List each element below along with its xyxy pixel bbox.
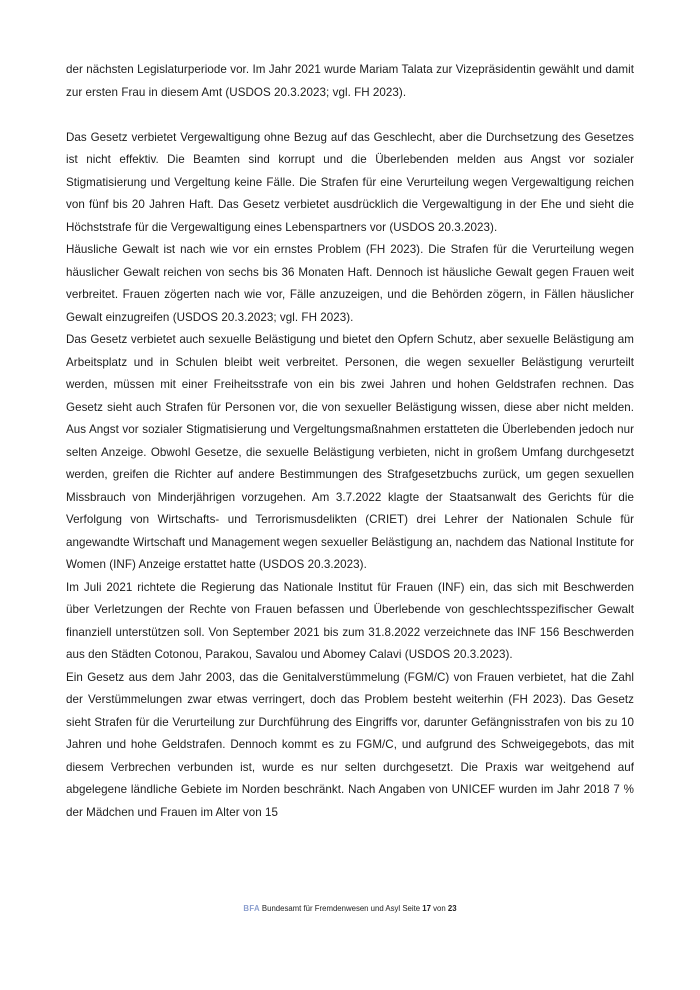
page-footer bbox=[0, 903, 700, 915]
body-paragraph: Häusliche Gewalt ist nach wie vor ein ernstes Problem (FH 2023). Die Strafen für die Verurteilung wegen häuslicher Gewalt reichen von sechs bis 36 Monaten Haft. Dennoch ist häusliche Gewalt gegen Frauen weit verbreitet. Frauen zögerten nach wie vor, Fälle anzuzeigen, und die Behörden zögern, in Fällen häuslicher Gewalt einzugreifen (USDOS 20.3.2023; vgl. FH 2023). bbox=[66, 243, 634, 324]
body-paragraph: Ein Gesetz aus dem Jahr 2003, das die Genitalverstümmelung (FGM/C) von Frauen verbietet, hat die Zahl der Verstümmelungen zwar etwas verringert, doch das Problem besteht weiterhin (FH 2023). Das Gesetz sieht Strafen für die Verurteilung zur Durchführung des Eingriffs vor, darunter Gefängnisstrafen von bis zu 10 Jahren und hohe Geldstrafen. Dennoch kommt es zu FGM/C, und aufgrund des Schweigegebots, das mit diesem Verbrechen verbunden ist, wurde es nur selten durchgesetzt. Die Praxis war weitgehend auf abgelegene ländliche Gebiete im Norden beschränkt. Nach Angaben von UNICEF wurden im Jahr 2018 7 % der Mädchen und Frauen im Alter von 15 bbox=[66, 670, 634, 819]
body-paragraph: Das Gesetz verbietet Vergewaltigung ohne Bezug auf das Geschlecht, aber die Durchsetzung des Gesetzes ist nicht effektiv. Die Beamten sind korrupt und die Überlebenden melden aus Angst vor sozialer Stigmatisierung und Vergeltung keine Fälle. Die Strafen für eine Verurteilung wegen Vergewaltigung reichen von fünf bis 20 Jahren Haft. Das Gesetz verbietet ausdrücklich die Vergewaltigung in der Ehe und sieht die Höchststrafe für die Vergewaltigung eines Lebenspartners vor (USDOS 20.3.2023). bbox=[66, 130, 634, 234]
page-body bbox=[66, 59, 634, 824]
footer-org-abbr: BFA bbox=[243, 904, 260, 913]
body-paragraph: der nächsten Legislaturperiode vor. Im Jahr 2021 wurde Mariam Talata zur Vizepräsidentin gewählt und damit zur ersten Frau in diesem Amt (USDOS 20.3.2023; vgl. FH 2023). bbox=[66, 63, 634, 99]
body-paragraph: Im Juli 2021 richtete die Regierung das Nationale Institut für Frauen (INF) ein, das sich mit Beschwerden über Verletzungen der Rechte von Frauen befassen und Überlebende von geschlechtsspezifischer Gewalt finanziell unterstützen soll. Von September 2021 bis zum 31.8.2022 verzeichnete das INF 156 Beschwerden aus den Städten Cotonou, Parakou, Savalou und Abomey Calavi (USDOS 20.3.2023). bbox=[66, 580, 634, 661]
footer-total-pages: 23 bbox=[447, 904, 457, 913]
footer-org-name: Bundesamt für Fremdenwesen und Asyl bbox=[261, 904, 401, 913]
footer-page-word: Seite bbox=[402, 904, 421, 913]
footer-of-word: von bbox=[433, 904, 446, 913]
body-paragraph: Das Gesetz verbietet auch sexuelle Belästigung und bietet den Opfern Schutz, aber sexuelle Belästigung am Arbeitsplatz und in Schulen bleibt weit verbreitet. Personen, die wegen sexueller Belästigung verurteilt werden, müssen mit einer Freiheitsstrafe von ein bis zwei Jahren und hohen Geldstrafen rechnen. Das Gesetz sieht auch Strafen für Personen vor, die von sexueller Belästigung wissen, diese aber nicht melden. Aus Angst vor sozialer Stigmatisierung und Vergeltungsmaßnahmen erstatteten die Überlebenden jedoch nur selten Anzeige. Obwohl Gesetze, die sexuelle Belästigung verbieten, nicht in großem Umfang durchgesetzt werden, greifen die Richter auf andere Bestimmungen des Strafgesetzbuchs zurück, um gegen sexuellen Missbrauch von Minderjährigen vorzugehen. Am 3.7.2022 klagte der Staatsanwalt des Gerichts für die Verfolgung von Wirtschafts- und Terrorismusdelikten (CRIET) drei Lehrer der Nationalen Schule für angewandte Wirtschaft und Management wegen sexueller Belästigung an, nachdem das National Institute for Women (INF) Anzeige erstattet hatte (USDOS 20.3.2023). bbox=[66, 333, 634, 571]
footer-page-number: 17 bbox=[422, 904, 431, 913]
